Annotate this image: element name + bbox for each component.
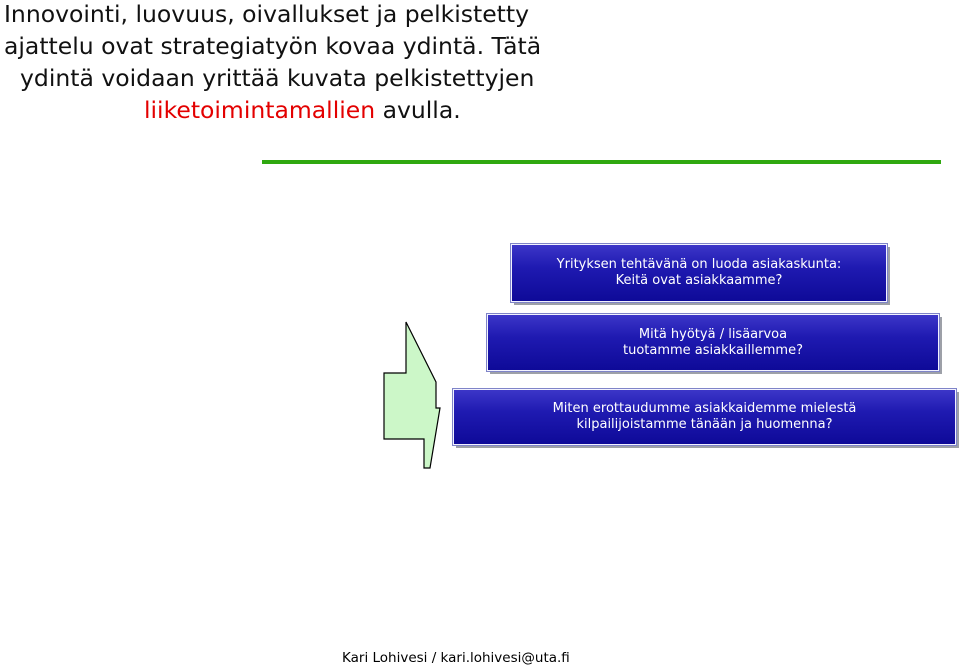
box-2-line-1: Mitä hyötyä / lisäarvoa [638, 326, 788, 342]
title-end: avulla. [375, 96, 461, 124]
arrow-shape [384, 322, 440, 468]
footer-author: Kari Lohivesi / kari.lohivesi@uta.fi [342, 650, 570, 666]
green-divider [262, 160, 941, 164]
question-box-value [487, 314, 939, 371]
title-line-3: ydintä voidaan yrittää kuvata pelkistettyjen [20, 64, 535, 92]
title-line-4 [4, 94, 541, 126]
title-line-1: Innovointi, luovuus, oivallukset ja pelkistetty [4, 0, 530, 28]
question-box-differentiation [453, 389, 956, 445]
box-3-line-2: kilpailijoistamme tänään ja huomenna? [576, 417, 833, 432]
box-1-line-1: Yrityksen tehtävänä on luoda asiakaskunta: [556, 257, 842, 272]
arrow-right-icon [382, 316, 442, 472]
question-box-customers [511, 244, 887, 302]
box-1-line-2: Keitä ovat asiakkaamme? [615, 273, 783, 288]
box-2-line-2: tuotamme asiakkaillemme? [623, 342, 803, 358]
title-highlight: liiketoimintamallien [144, 96, 376, 124]
slide-title [4, 0, 541, 126]
title-line-2: ajattelu ovat strategiatyön kovaa ydintä. Tätä [4, 32, 542, 60]
box-3-line-1: Miten erottaudumme asiakkaidemme mielestä [552, 401, 857, 416]
